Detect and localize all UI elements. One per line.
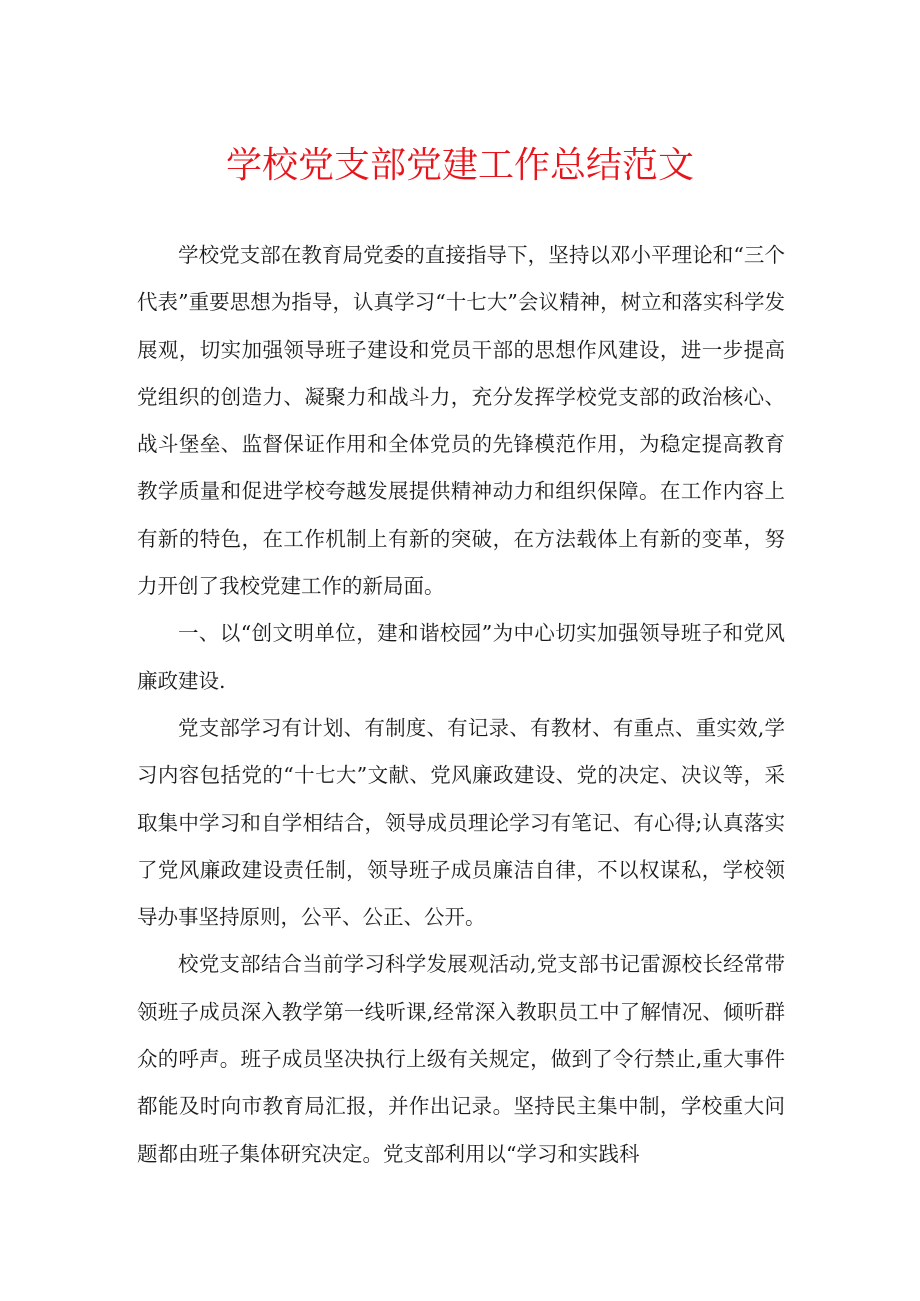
- document-body: [137, 232, 785, 1178]
- paragraph-leadership: 校党支部结合当前学习科学发展观活动,党支部书记雷源校长经常带领班子成员深入教学第一线听课,经常深入教职员工中了解情况、倾听群众的呼声。班子成员坚决执行上级有关规定，做到了令行禁止,重大事件都能及时向市教育局汇报，并作出记录。坚持民主集中制，学校重大问题都由班子集体研究决定。党支部利用以“学习和实践科: [137, 952, 785, 1166]
- paragraph-section-heading: 一、以“创文明单位，建和谐校园”为中心切实加强领导班子和党风廉政建设.: [137, 621, 785, 693]
- document-title: 学校党支部党建工作总结范文: [225, 145, 694, 186]
- paragraph-intro: 学校党支部在教育局党委的直接指导下，坚持以邓小平理论和“三个代表”重要思想为指导，认真学习“十七大”会议精神，树立和落实科学发展观，切实加强领导班子建设和党员干部的思想作风建设，进一步提高党组织的创造力、凝聚力和战斗力，充分发挥学校党支部的政治核心、战斗堡垒、监督保证作用和全体党员的先锋模范作用，为稳定提高教育教学质量和促进学校夸越发展提供精神动力和组织保障。在工作内容上有新的特色，在工作机制上有新的突破，在方法载体上有新的变革，努力开创了我校党建工作的新局面。: [137, 243, 785, 599]
- paragraph-study: 党支部学习有计划、有制度、有记录、有教材、有重点、重实效,学习内容包括党的“十七大”文献、党风廉政建设、党的决定、决议等，采取集中学习和自学相结合，领导成员理论学习有笔记、有心得;认真落实了党风廉政建设责任制，领导班子成员廉洁自律，不以权谋私，学校领导办事坚持原则，公平、公正、公开。: [137, 715, 785, 930]
